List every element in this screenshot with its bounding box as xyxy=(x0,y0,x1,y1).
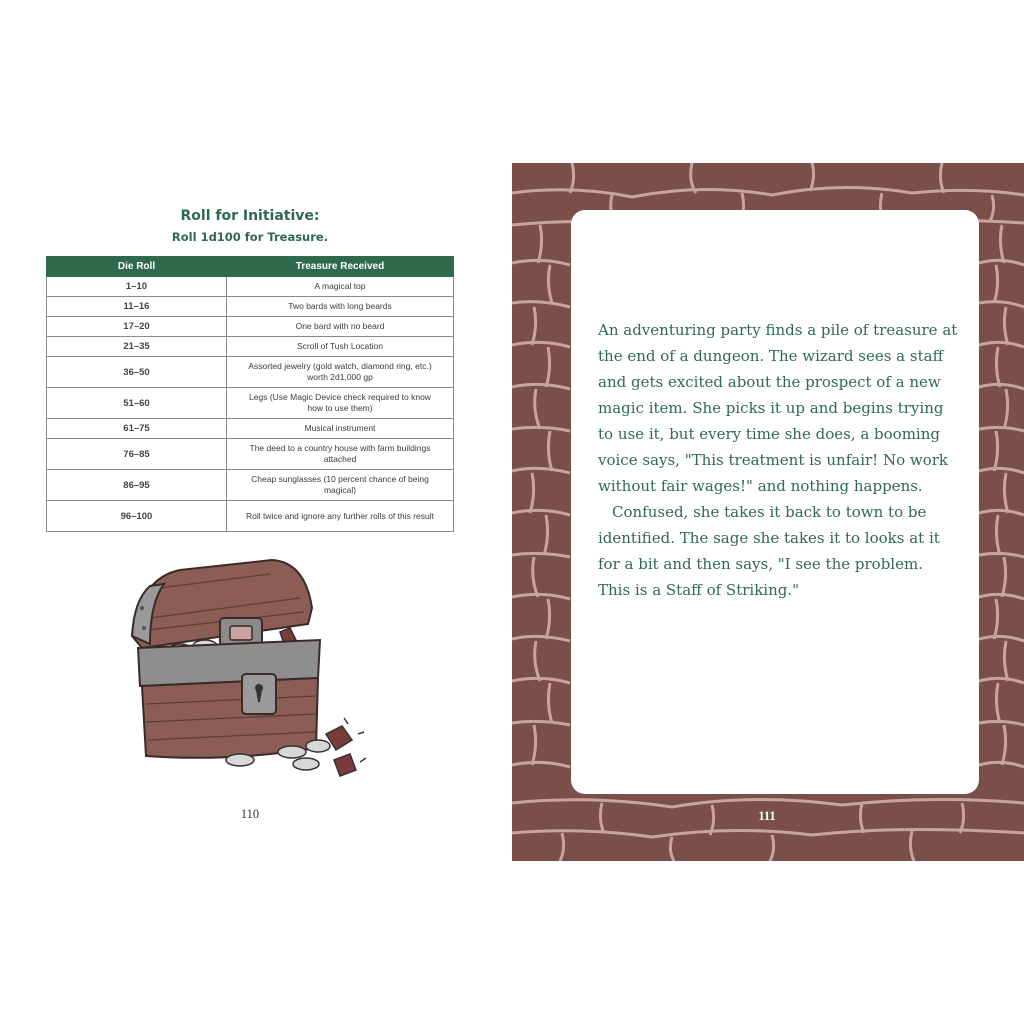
die-roll-cell: 21–35 xyxy=(47,337,227,357)
page-number-left: 110 xyxy=(240,807,260,821)
table-row xyxy=(47,470,454,501)
treasure-cell: Two bards with long beards xyxy=(227,297,454,317)
left-page xyxy=(0,0,500,1024)
treasure-cell: Scroll of Tush Location xyxy=(227,337,454,357)
table-row xyxy=(47,388,454,419)
table-row xyxy=(47,439,454,470)
treasure-cell: Roll twice and ignore any further rolls of this result xyxy=(227,501,454,532)
die-roll-cell: 96–100 xyxy=(47,501,227,532)
die-roll-cell: 51–60 xyxy=(47,388,227,419)
die-roll-cell: 86–95 xyxy=(47,470,227,501)
table-heading xyxy=(46,206,454,246)
table-header-row xyxy=(47,257,454,277)
die-roll-cell: 61–75 xyxy=(47,419,227,439)
treasure-table xyxy=(46,256,454,532)
table-row xyxy=(47,419,454,439)
die-roll-cell: 11–16 xyxy=(47,297,227,317)
heading-title: Roll for Initiative: xyxy=(180,208,320,224)
treasure-cell: Musical instrument xyxy=(227,419,454,439)
table-row xyxy=(47,317,454,337)
table-row xyxy=(47,297,454,317)
treasure-cell: Cheap sunglasses (10 percent chance of being magical) xyxy=(227,470,454,501)
die-roll-cell: 1–10 xyxy=(47,277,227,297)
table-row xyxy=(47,277,454,297)
story-paragraph-1: An adventuring party finds a pile of treasure at the end of a dungeon. The wizard sees a staff and gets excited about the prospect of a new magic item. She picks it up and begins trying to use it, but every time she does, a booming voice says, "This treatment is unfair! No work without fair wages!" and nothing happens. xyxy=(598,321,958,495)
die-roll-cell: 76–85 xyxy=(47,439,227,470)
treasure-cell: The deed to a country house with farm buildings attached xyxy=(227,439,454,470)
table-row xyxy=(47,501,454,532)
header-die-roll: Die Roll xyxy=(47,257,227,277)
story-paragraph-2: Confused, she takes it back to town to be identified. The sage she takes it to looks at it for a bit and then says, "I see the problem. This is a Staff of Striking." xyxy=(598,503,940,599)
story-text xyxy=(598,317,958,603)
right-page xyxy=(512,163,1024,861)
treasure-chest-icon xyxy=(120,548,380,798)
story-panel xyxy=(571,210,979,794)
die-roll-cell: 36–50 xyxy=(47,357,227,388)
table-row xyxy=(47,357,454,388)
page-number-right: 111 xyxy=(758,809,776,823)
treasure-cell: Assorted jewelry (gold watch, diamond ring, etc.) worth 2d1,000 gp xyxy=(227,357,454,388)
header-treasure-received: Treasure Received xyxy=(227,257,454,277)
treasure-cell: A magical top xyxy=(227,277,454,297)
treasure-cell: One bard with no beard xyxy=(227,317,454,337)
heading-subtitle: Roll 1d100 for Treasure. xyxy=(171,230,329,244)
treasure-cell: Legs (Use Magic Device check required to know how to use them) xyxy=(227,388,454,419)
table-row xyxy=(47,337,454,357)
die-roll-cell: 17–20 xyxy=(47,317,227,337)
